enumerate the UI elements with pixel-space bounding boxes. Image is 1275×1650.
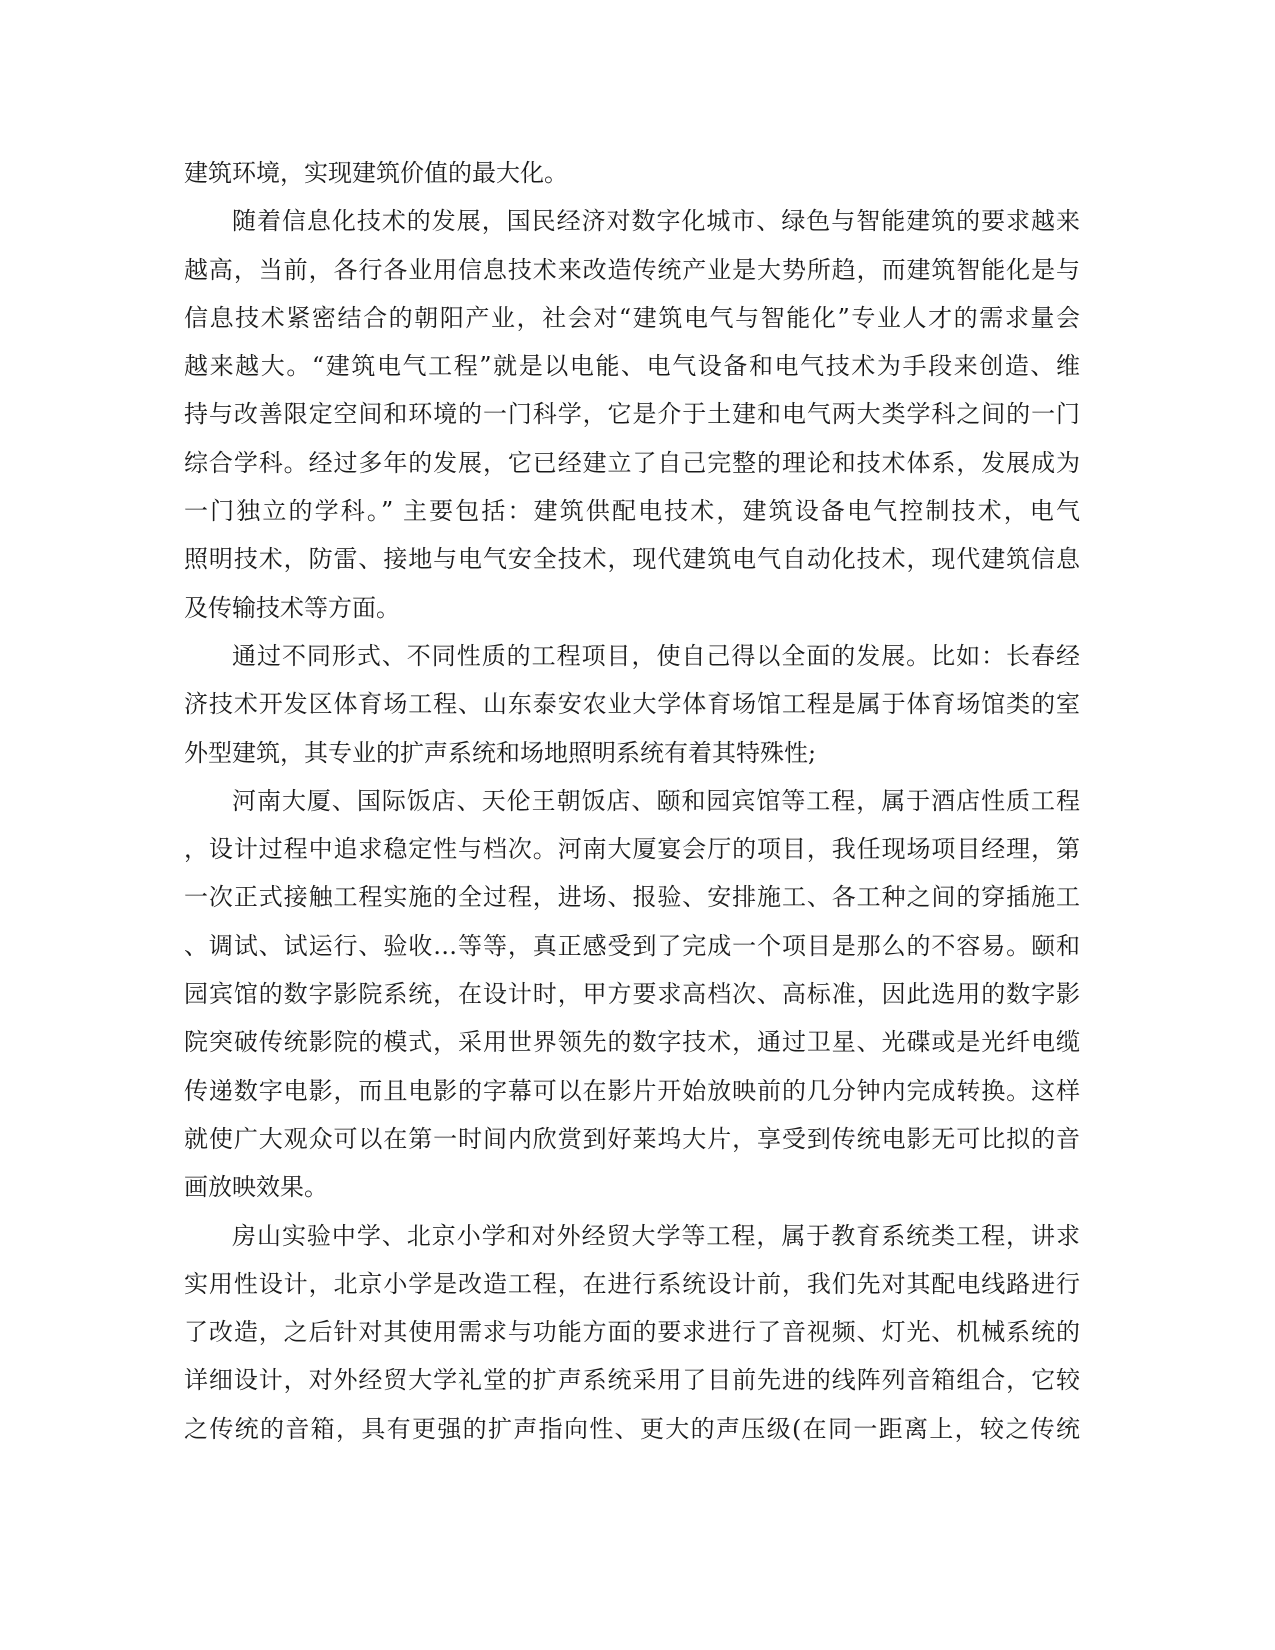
paragraph-start-line: 通过不同形式、不同性质的工程项目，使自己得以全面的发展。比如：长春经 [232,641,1080,670]
text-line: 济技术开发区体育场工程、山东泰安农业大学体育场馆工程是属于体育场馆类的室 [184,690,1080,719]
text-line: 了改造，之后针对其使用需求与功能方面的要求进行了音视频、灯光、机械系统的 [184,1318,1080,1347]
text-line: 传递数字电影，而且电影的字幕可以在影片开始放映前的几分钟内完成转换。这样 [184,1076,1080,1105]
text-line: 一门独立的学科。” 主要包括：建筑供配电技术，建筑设备电气控制技术，电气 [184,497,1080,526]
paragraph-start-line: 河南大厦、国际饭店、天伦王朝饭店、颐和园宾馆等工程，属于酒店性质工程 [232,786,1080,815]
paragraph-start-line: 房山实验中学、北京小学和对外经贸大学等工程，属于教育系统类工程，讲求 [232,1221,1080,1250]
text-line: 详细设计，对外经贸大学礼堂的扩声系统采用了目前先进的线阵列音箱组合，它较 [184,1366,1080,1395]
text-line: 实用性设计，北京小学是改造工程，在进行系统设计前，我们先对其配电线路进行 [184,1269,1080,1298]
text-line: 一次正式接触工程实施的全过程，进场、报验、安排施工、各工种之间的穿插施工 [184,883,1080,912]
text-line: 越来越大。“建筑电气工程”就是以电能、电气设备和电气技术为手段来创造、维 [184,352,1080,381]
text-line: 院突破传统影院的模式，采用世界领先的数字技术，通过卫星、光碟或是光纤电缆 [184,1028,1080,1057]
text-line: 之传统的音箱，具有更强的扩声指向性、更大的声压级(在同一距离上，较之传统 [184,1414,1080,1443]
text-line: 就使广大观众可以在第一时间内欣赏到好莱坞大片，享受到传统电影无可比拟的音 [184,1124,1080,1153]
body-text [184,149,1080,1453]
text-line: 外型建筑，其专业的扩声系统和场地照明系统有着其特殊性; [184,738,817,767]
text-line: ，设计过程中追求稳定性与档次。河南大厦宴会厅的项目，我任现场项目经理，第 [184,835,1080,864]
text-line: 建筑环境，实现建筑价值的最大化。 [184,159,568,187]
text-line: 照明技术，防雷、接地与电气安全技术，现代建筑电气自动化技术，现代建筑信息 [184,545,1080,574]
paragraph-start-line: 随着信息化技术的发展，国民经济对数字化城市、绿色与智能建筑的要求越来 [232,207,1080,236]
text-line: 信息技术紧密结合的朝阳产业，社会对“建筑电气与智能化”专业人才的需求量会 [184,303,1080,332]
text-line: 园宾馆的数字影院系统，在设计时，甲方要求高档次、高标准，因此选用的数字影 [184,980,1080,1009]
text-line: 、调试、试运行、验收…等等，真正感受到了完成一个项目是那么的不容易。颐和 [184,931,1080,960]
text-line: 及传输技术等方面。 [184,593,400,622]
text-line: 持与改善限定空间和环境的一门科学，它是介于土建和电气两大类学科之间的一门 [184,400,1080,429]
text-line: 越高，当前，各行各业用信息技术来改造传统产业是大势所趋，而建筑智能化是与 [184,255,1080,284]
text-line: 画放映效果。 [184,1173,328,1202]
text-line: 综合学科。经过多年的发展，它已经建立了自己完整的理论和技术体系，发展成为 [184,448,1080,477]
